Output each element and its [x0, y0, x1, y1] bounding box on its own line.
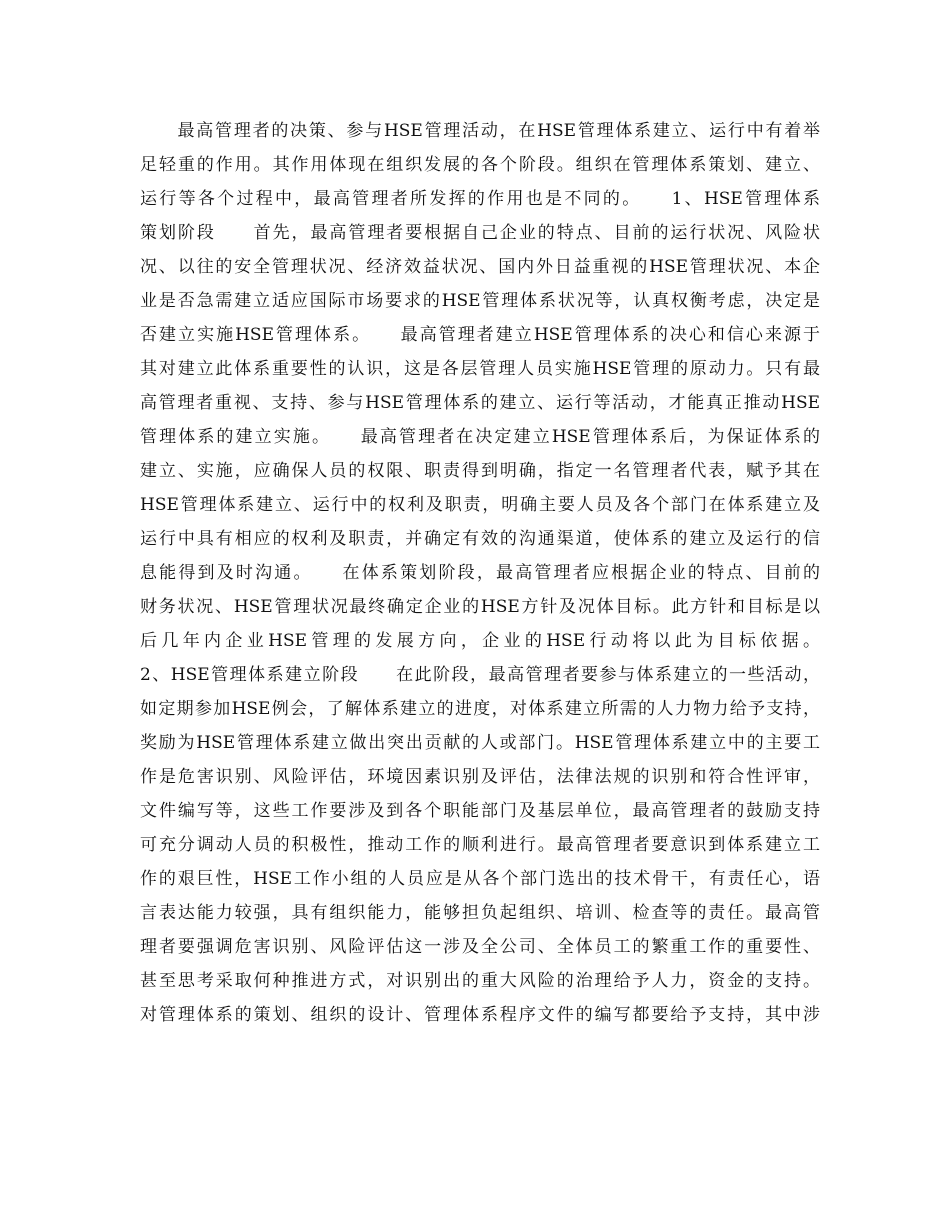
body-text [140, 114, 820, 1032]
text-line: 最高管理者的决策、参与HSE管理活动，在HSE管理体系建立、运行中有着举 [140, 121, 820, 141]
text-line: 言表达能力较强，具有组织能力，能够担负起组织、培训、检查等的责任。最高管 [140, 903, 820, 923]
text-line: 息能得到及时沟通。 在体系策划阶段，最高管理者应根据企业的特点、目前的 [140, 563, 820, 583]
text-line: 文件编写等，这些工作要涉及到各个职能部门及基层单位，最高管理者的鼓励支持 [140, 801, 820, 821]
text-line: 理者要强调危害识别、风险评估这一涉及全公司、全体员工的繁重工作的重要性、 [140, 937, 820, 957]
text-line: 况、以往的安全管理状况、经济效益状况、国内外日益重视的HSE管理状况、本企 [140, 257, 820, 277]
text-line: 高管理者重视、支持、参与HSE管理体系的建立、运行等活动，才能真正推动HSE [140, 393, 820, 413]
text-line: 财务状况、HSE管理状况最终确定企业的HSE方针及况体目标。此方针和目标是以 [140, 597, 820, 617]
text-line: 策划阶段 首先，最高管理者要根据自己企业的特点、目前的运行状况、风险状 [140, 223, 820, 243]
text-line: 作的艰巨性，HSE工作小组的人员应是从各个部门选出的技术骨干，有责任心，语 [140, 869, 820, 889]
text-line: 管理体系的建立实施。 最高管理者在决定建立HSE管理体系后，为保证体系的 [140, 427, 820, 447]
text-line: 其对建立此体系重要性的认识，这是各层管理人员实施HSE管理的原动力。只有最 [140, 359, 820, 379]
text-line: HSE管理体系建立、运行中的权利及职责，明确主要人员及各个部门在体系建立及 [140, 495, 820, 515]
text-line: 如定期参加HSE例会，了解体系建立的进度，对体系建立所需的人力物力给予支持， [140, 699, 820, 719]
text-line: 运行中具有相应的权利及职责，并确定有效的沟通渠道，使体系的建立及运行的信 [140, 529, 820, 549]
text-line: 2、HSE管理体系建立阶段 在此阶段，最高管理者要参与体系建立的一些活动， [140, 665, 820, 685]
text-line: 奖励为HSE管理体系建立做出突出贡献的人或部门。HSE管理体系建立中的主要工 [140, 733, 820, 753]
text-line: 后几年内企业HSE管理的发展方向，企业的HSE行动将以此为目标依据。 [140, 631, 820, 651]
text-line: 运行等各个过程中，最高管理者所发挥的作用也是不同的。 1、HSE管理体系 [140, 189, 820, 209]
text-line: 否建立实施HSE管理体系。 最高管理者建立HSE管理体系的决心和信心来源于 [140, 325, 820, 345]
text-line: 作是危害识别、风险评估，环境因素识别及评估，法律法规的识别和符合性评审， [140, 767, 820, 787]
text-line: 业是否急需建立适应国际市场要求的HSE管理体系状况等，认真权衡考虑，决定是 [140, 291, 820, 311]
text-line: 对管理体系的策划、组织的设计、管理体系程序文件的编写都要给予支持，其中涉 [140, 1005, 820, 1025]
text-line: 建立、实施，应确保人员的权限、职责得到明确，指定一名管理者代表，赋予其在 [140, 461, 820, 481]
text-line: 甚至思考采取何种推进方式，对识别出的重大风险的治理给予人力，资金的支持。 [140, 971, 820, 991]
text-line: 足轻重的作用。其作用体现在组织发展的各个阶段。组织在管理体系策划、建立、 [140, 155, 820, 175]
text-line: 可充分调动人员的积极性，推动工作的顺利进行。最高管理者要意识到体系建立工 [140, 835, 820, 855]
